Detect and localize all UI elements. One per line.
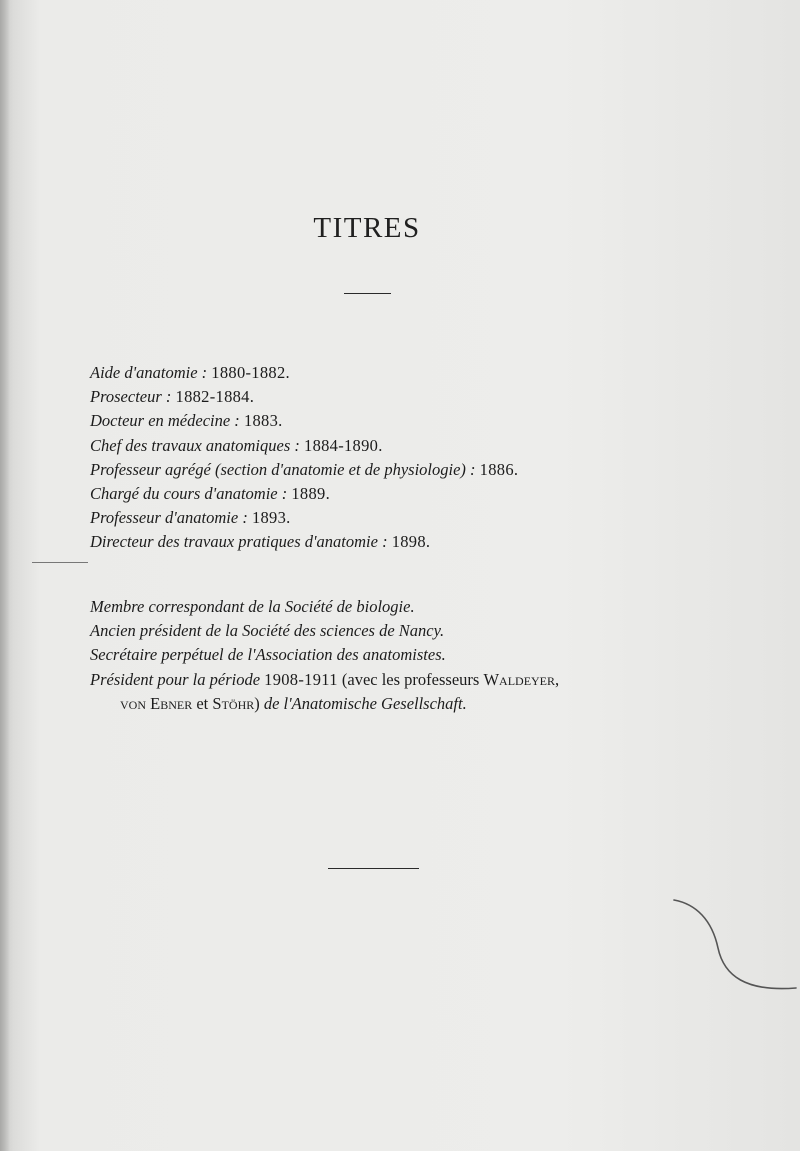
title-dates: 1893.: [251, 508, 291, 528]
professor-name-stohr: Stöhr): [212, 693, 260, 713]
binding-shadow: [0, 0, 10, 1151]
title-role: Directeur des travaux pratiques d'anatomie :: [90, 532, 388, 552]
presidency-paren: (avec les professeurs: [341, 669, 480, 689]
title-dates: 1883.: [243, 411, 283, 431]
conjunction: et: [196, 693, 209, 713]
presidency-dates: 1908-1911: [264, 669, 338, 689]
title-rule: [344, 293, 391, 294]
title-entry: [90, 361, 730, 385]
title-entry: [90, 482, 730, 506]
closing-rule: [328, 868, 419, 869]
title-entry: [90, 530, 730, 554]
title-role: Professeur agrégé (section d'anatomie et de physiologie) :: [90, 459, 476, 479]
professor-name-waldeyer: Waldeyer,: [483, 669, 560, 689]
presidency-prefix: Président pour la période: [90, 669, 261, 689]
title-role: Chef des travaux anatomiques :: [90, 435, 300, 455]
presidency-entry: [90, 668, 730, 716]
membership-entry: Membre correspondant de la Société de biologie.: [90, 597, 415, 616]
professor-name-ebner: von Ebner: [120, 693, 193, 713]
title-dates: 1880-1882.: [211, 363, 290, 382]
presidency-continuation: [90, 692, 730, 716]
titles-list: [90, 361, 730, 555]
page-title: TITRES: [313, 212, 421, 244]
memberships-list: [90, 595, 730, 716]
title-entry: [90, 434, 730, 458]
membership-entry: Secrétaire perpétuel de l'Association des anatomistes.: [90, 645, 446, 665]
title-dates: 1886.: [479, 459, 519, 479]
margin-scratch-mark: [668, 890, 800, 1010]
title-dates: 1898.: [391, 532, 431, 552]
title-entry: [90, 409, 730, 433]
title-entry: [90, 458, 730, 482]
title-role: Prosecteur :: [90, 387, 172, 407]
title-entry: [90, 385, 730, 409]
title-role: Chargé du cours d'anatomie :: [90, 484, 288, 504]
margin-pencil-mark: [32, 562, 88, 563]
title-dates: 1884-1890.: [304, 435, 383, 455]
title-role: Docteur en médecine :: [90, 411, 240, 431]
title-role: Aide d'anatomie :: [90, 363, 208, 382]
title-dates: 1889.: [291, 484, 330, 504]
presidency-suffix: de l'Anatomische Gesellschaft.: [263, 693, 467, 713]
title-role: Professeur d'anatomie :: [90, 508, 248, 528]
title-dates: 1882-1884.: [175, 387, 255, 407]
title-entry: [90, 506, 730, 530]
membership-entry: Ancien président de la Société des sciences de Nancy.: [90, 621, 445, 641]
